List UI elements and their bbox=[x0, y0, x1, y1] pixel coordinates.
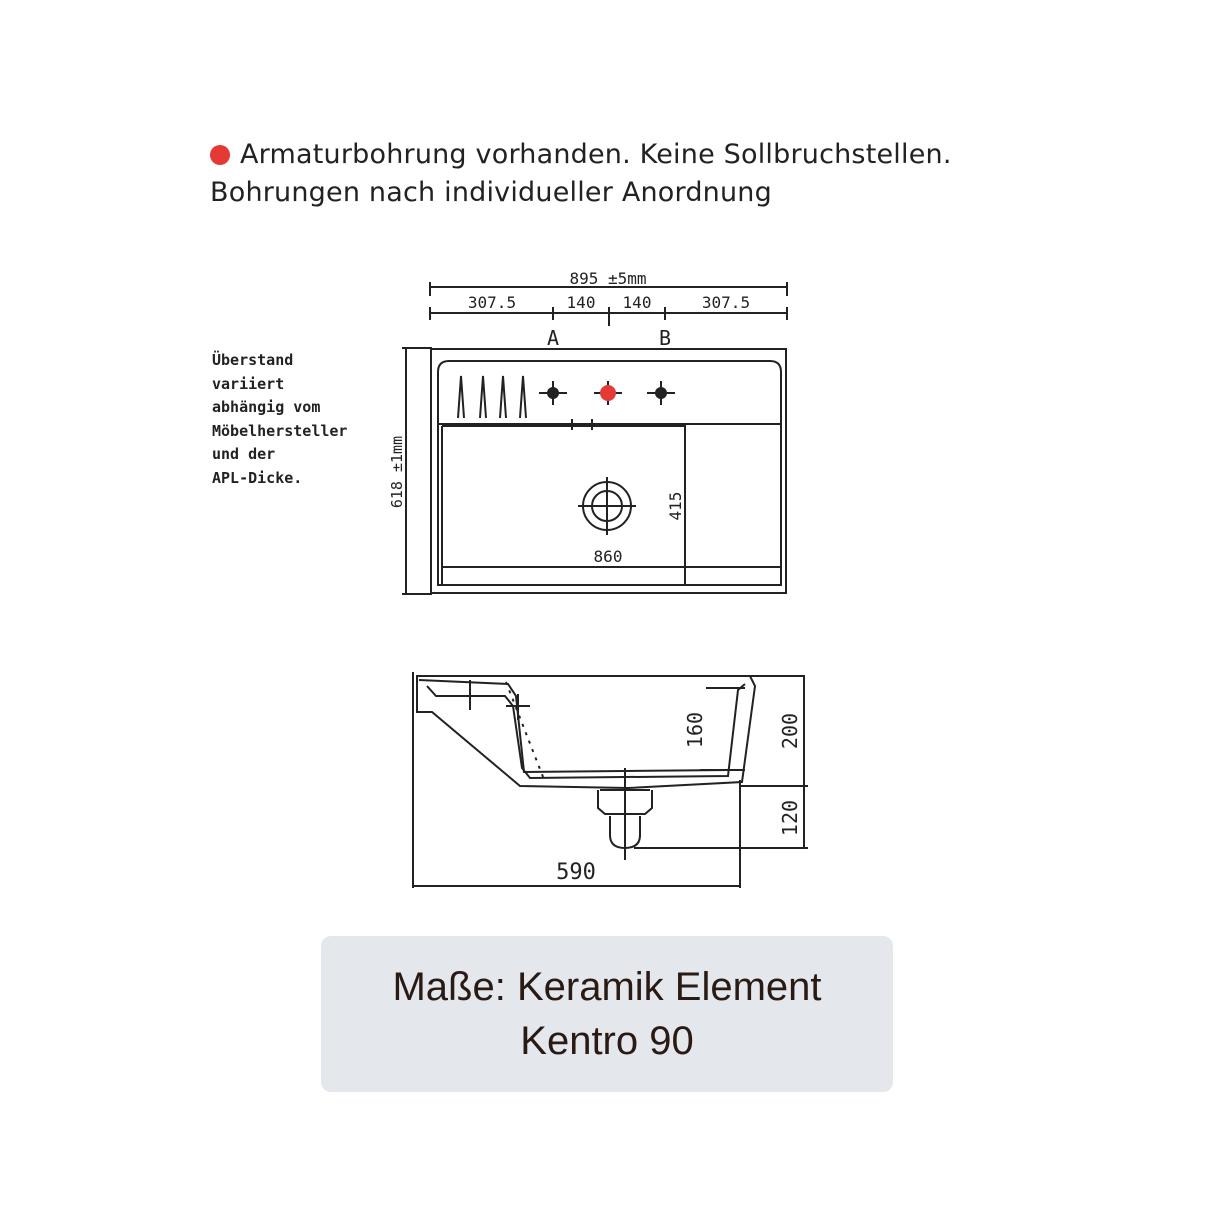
note-line: Überstand bbox=[212, 351, 294, 369]
drain-icon bbox=[578, 477, 636, 535]
depth-label: 618 ±1mm bbox=[388, 435, 406, 509]
bowl-depth-label: 415 bbox=[666, 491, 685, 521]
caption-box bbox=[321, 936, 893, 1092]
label-b: B bbox=[658, 326, 672, 350]
caption-title: Maße: Keramik Element bbox=[392, 965, 822, 1009]
legend-text-1: Armaturbohrung vorhanden. Keine Sollbruchstellen. bbox=[240, 139, 952, 170]
legend-text-2: Bohrungen nach individueller Anordnung bbox=[210, 177, 772, 208]
note-line: APL-Dicke. bbox=[212, 468, 303, 487]
segment-label: 140 bbox=[622, 293, 652, 312]
total-width-label: 895 ±5mm bbox=[569, 269, 647, 288]
note-line: und der bbox=[212, 445, 276, 463]
side-width-label: 590 bbox=[556, 860, 596, 885]
height-drain-label: 120 bbox=[778, 799, 802, 837]
depth-dimension bbox=[402, 348, 432, 594]
segment-label: 140 bbox=[566, 293, 596, 312]
sink-side-view bbox=[413, 672, 808, 888]
caption-subtitle: Kentro 90 bbox=[520, 1019, 694, 1063]
height-total-label: 200 bbox=[778, 712, 802, 750]
note-line: variiert bbox=[212, 374, 285, 393]
label-a: A bbox=[546, 326, 560, 350]
note-line: abhängig vom bbox=[212, 398, 321, 416]
bowl-width-label: 860 bbox=[593, 547, 623, 566]
tap-hole-a-icon bbox=[539, 381, 567, 405]
height-bowl-label: 160 bbox=[683, 711, 707, 749]
tap-hole-b-icon bbox=[647, 381, 675, 405]
tap-hole-center-icon bbox=[594, 381, 622, 405]
note-line: Möbelhersteller bbox=[212, 421, 348, 440]
segment-label: 307.5 bbox=[467, 293, 517, 312]
segment-label: 307.5 bbox=[701, 293, 751, 312]
